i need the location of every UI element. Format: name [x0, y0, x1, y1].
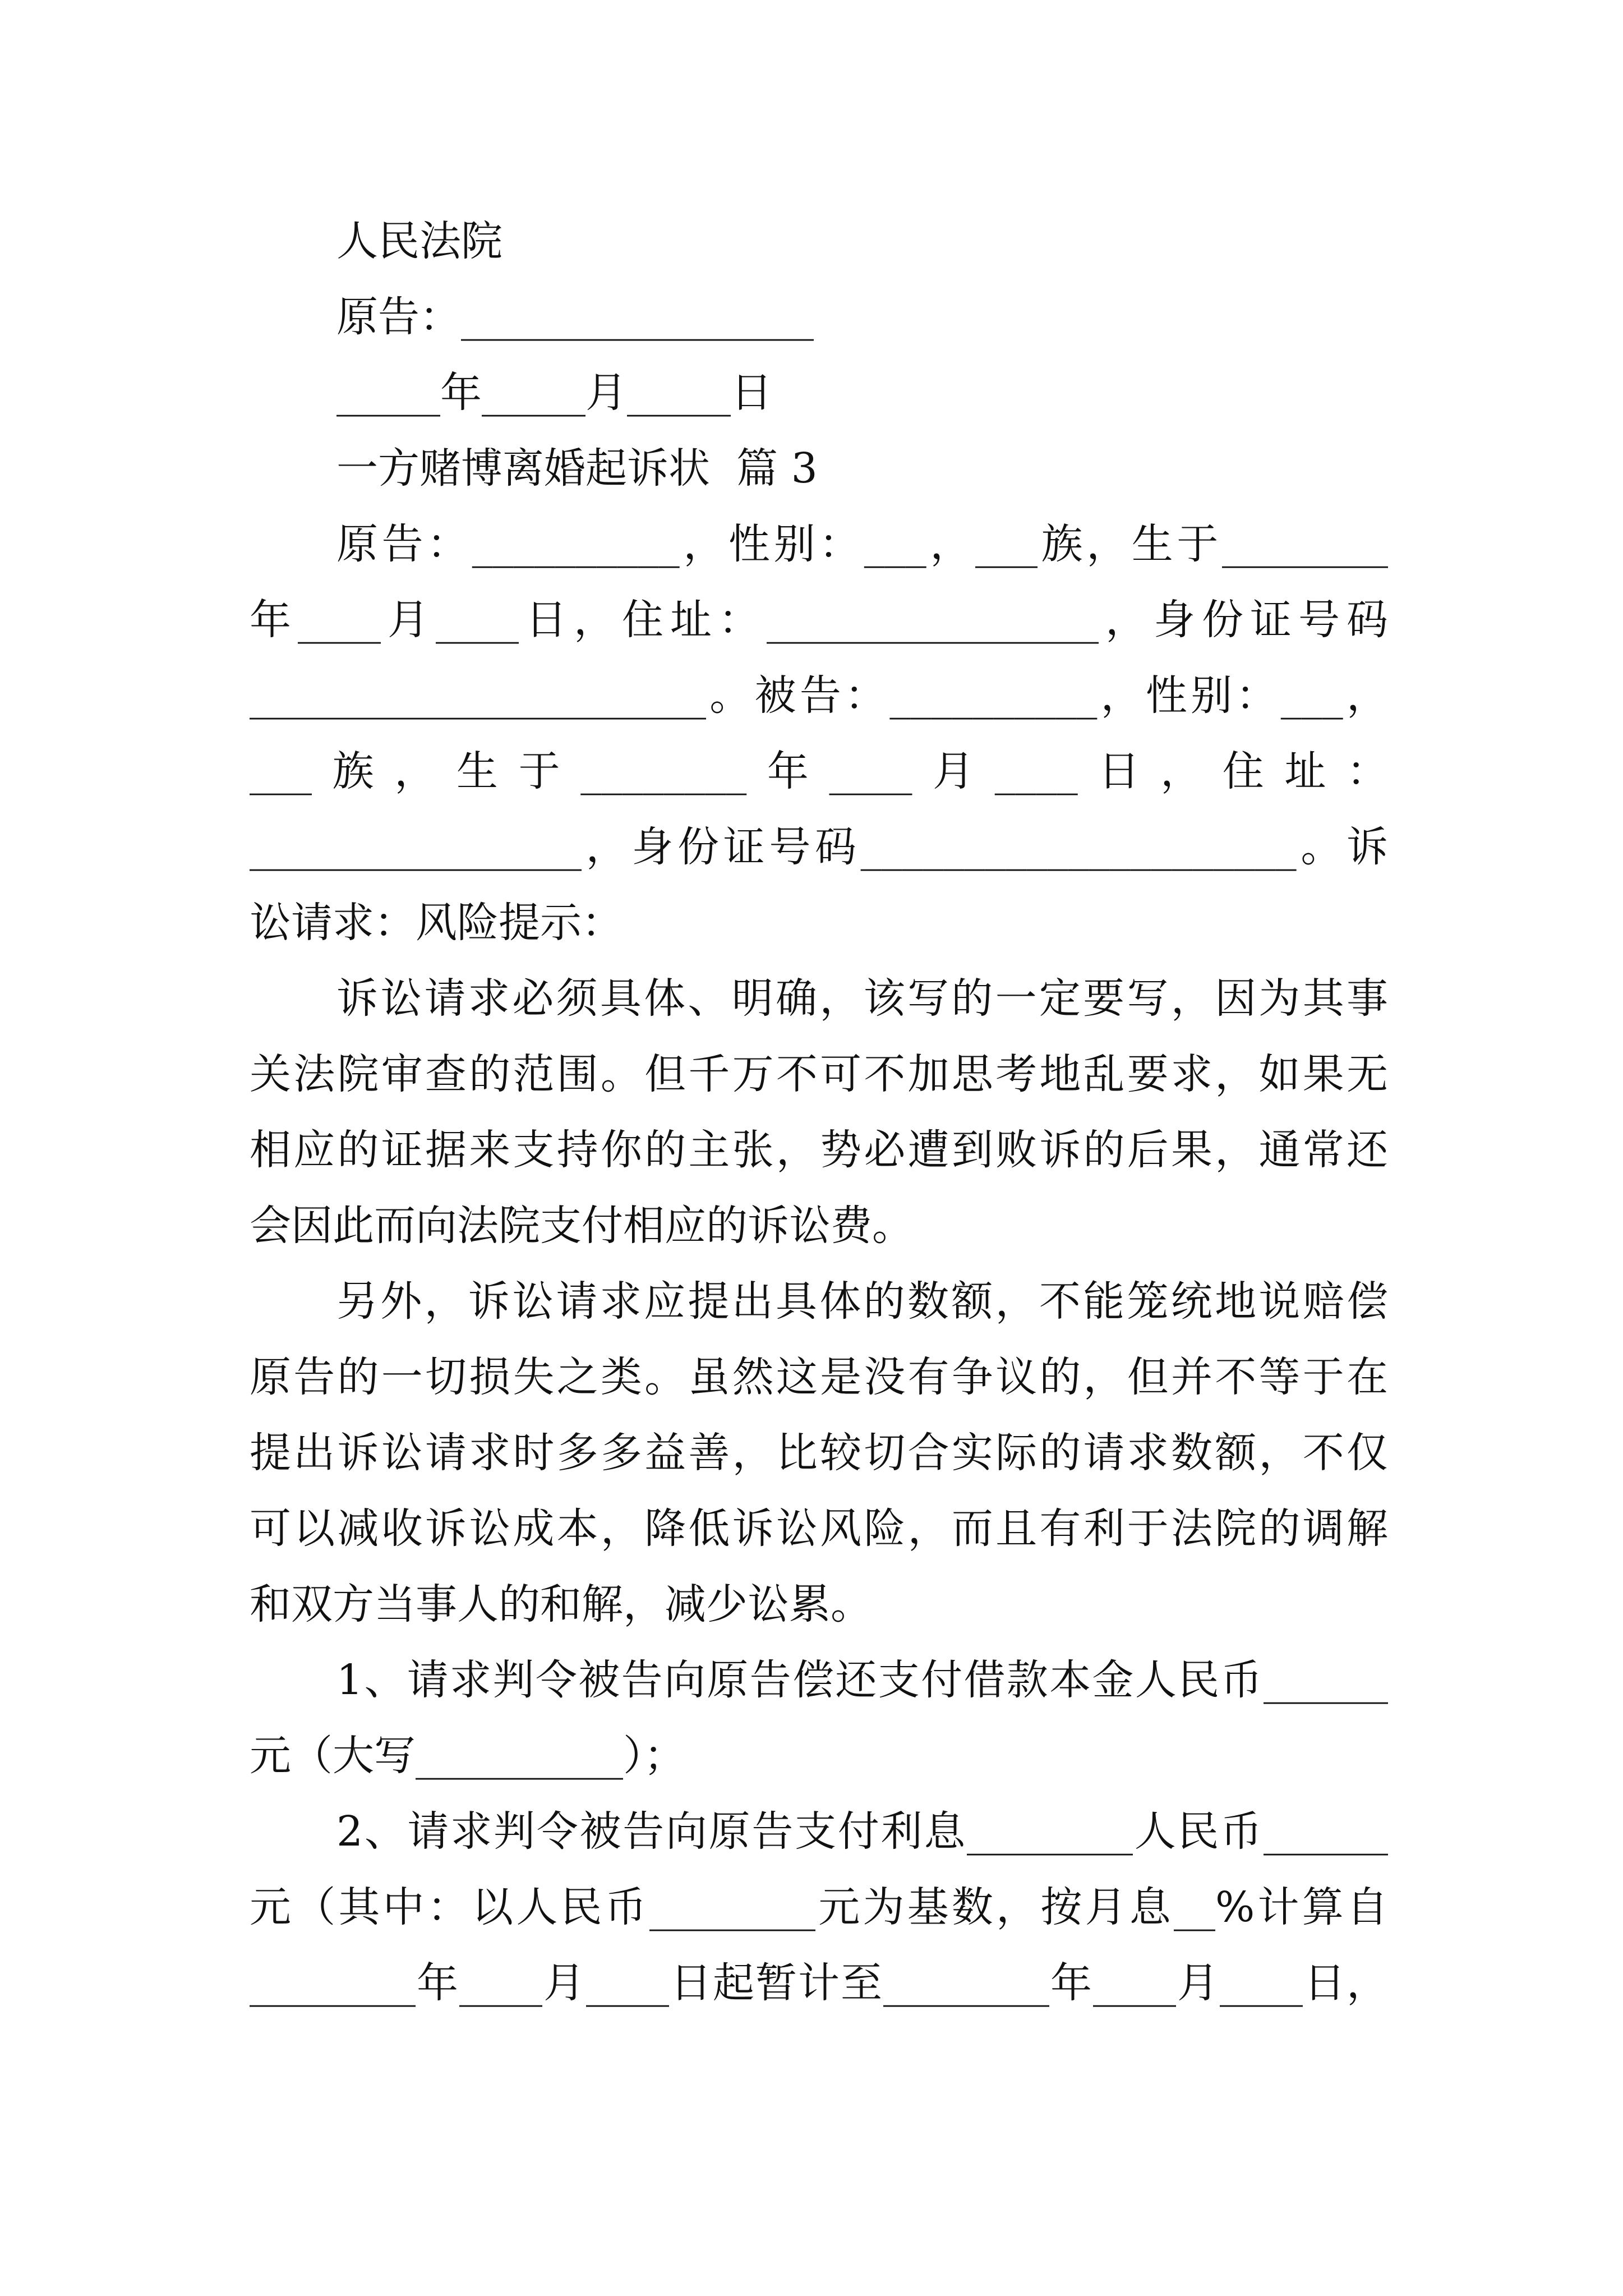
paragraph-line: 诉讼请求必须具体、明确，该写的一定要写，因为其事: [336, 974, 1388, 1023]
date-line: _____年_____月_____日: [336, 369, 772, 417]
paragraph-line: 会因此而向法院支付相应的诉讼费。: [250, 1202, 914, 1250]
claim-1-line: 1、请求判令被告向原告偿还支付借款本金人民币______: [336, 1656, 1388, 1704]
claim-2-line: ________年____月____日起暂计至________年____月____日，: [250, 1959, 1388, 2007]
paragraph-line: ________________，身份证号码_____________________。诉: [250, 823, 1388, 871]
paragraph-line: ___族，生于________年____月____日，住址：: [250, 747, 1388, 795]
claim-1-line: 元（大写__________）；: [250, 1732, 685, 1780]
paragraph-line: ______________________。被告：__________，性别：___，: [250, 671, 1388, 720]
paragraph-line: 年____月____日，住址：________________，身份证号码: [250, 596, 1388, 644]
plaintiff-line: 原告：_________________: [336, 293, 814, 341]
section-title: 一方赌博离婚起诉状 篇 3: [336, 444, 818, 493]
paragraph-line: 相应的证据来支持你的主张，势必遭到败诉的后果，通常还: [250, 1126, 1388, 1174]
paragraph-line: 提出诉讼请求时多多益善，比较切合实际的请求数额，不仅: [250, 1429, 1388, 1477]
claim-2-line: 元（其中：以人民币________元为基数，按月息__%计算自: [250, 1883, 1388, 1931]
paragraph-line: 和双方当事人的和解，减少讼累。: [250, 1580, 872, 1628]
court-name-line: 人民法院: [336, 217, 502, 265]
paragraph-line: 原告的一切损失之类。虽然这是没有争议的，但并不等于在: [250, 1353, 1388, 1401]
paragraph-line: 可以减收诉讼成本，降低诉讼风险，而且有利于法院的调解: [250, 1504, 1388, 1553]
claim-2-line: 2、请求判令被告向原告支付利息________人民币______: [336, 1807, 1388, 1856]
paragraph-line: 讼请求：风险提示：: [250, 899, 623, 947]
paragraph-line: 原告：__________，性别：___，___族，生于________: [336, 520, 1388, 568]
paragraph-line: 关法院审查的范围。但千万不可不加思考地乱要求，如果无: [250, 1050, 1388, 1098]
paragraph-line: 另外，诉讼请求应提出具体的数额，不能笼统地说赔偿: [336, 1277, 1388, 1326]
